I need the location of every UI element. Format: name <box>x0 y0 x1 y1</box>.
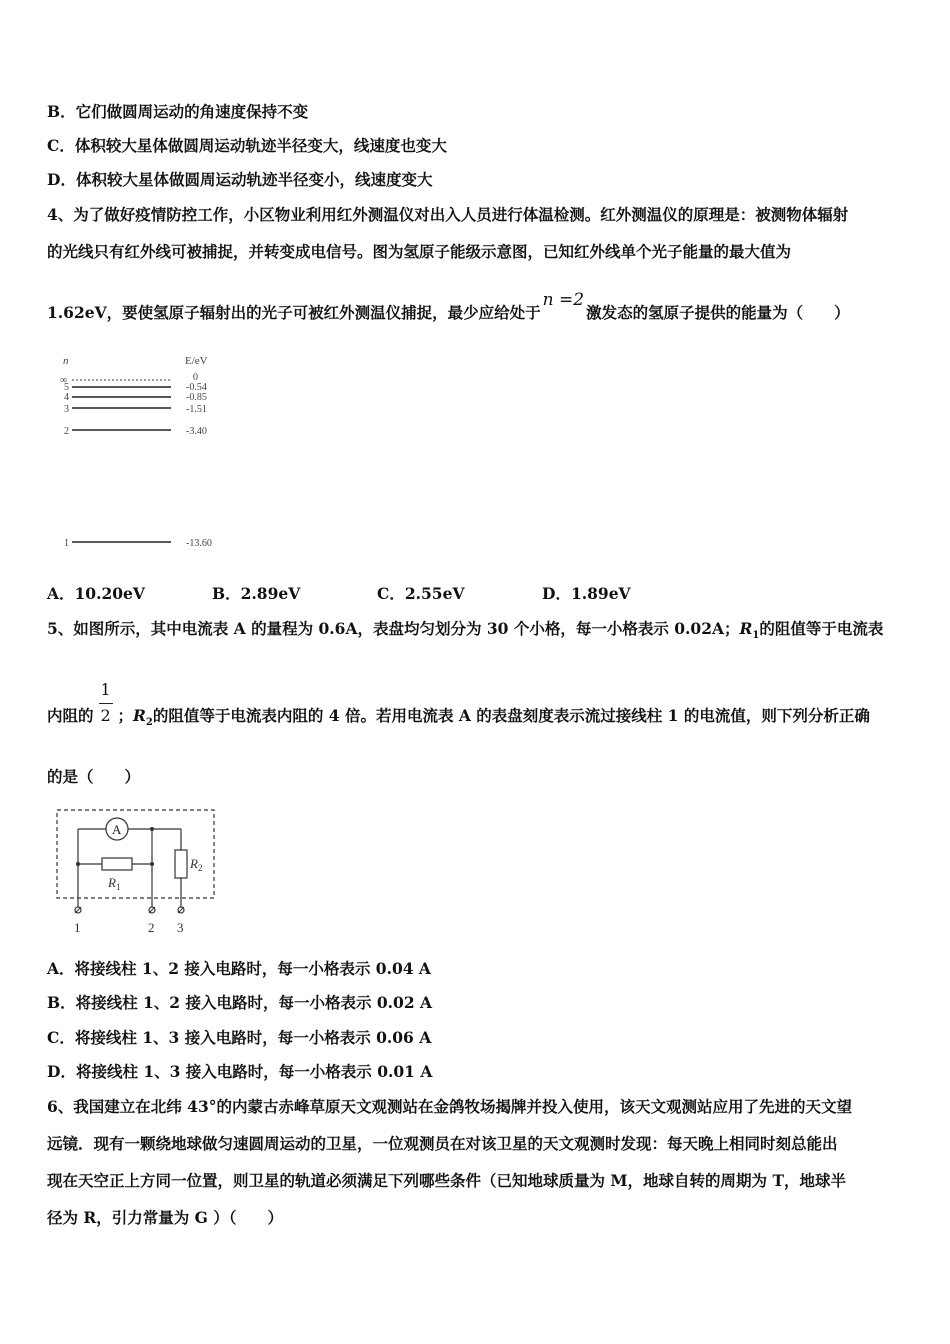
q3-option-d: D．体积较大星体做圆周运动轨迹半径变小，线速度变大 <box>47 170 433 189</box>
q5-stem-line2-start: 内阻的 <box>47 706 94 725</box>
terminal-3-label: 3 <box>177 920 184 935</box>
level-3-e: -1.51 <box>186 404 207 415</box>
q4-stem-line1: 4、为了做好疫情防控工作，小区物业利用红外测温仪对出入人员进行体温检测。红外测温仪的原理是：被测物体辐射 <box>47 205 849 224</box>
level-2-n: 2 <box>64 426 69 437</box>
q5-option-c: C．将接线柱 1、3 接入电路时，每一小格表示 0.06 A <box>47 1028 432 1047</box>
level-3-n: 3 <box>64 404 69 415</box>
q4-stem-line3 <box>47 290 850 323</box>
q5-option-b: B．将接线柱 1、2 接入电路时，每一小格表示 0.02 A <box>47 993 433 1012</box>
q4-stem-line3-text: 1.62eV，要使氢原子辐射出的光子可被红外测温仪捕捉，最少应给处于 <box>47 303 541 322</box>
q5-stem-line3: 的是（ ） <box>47 767 141 786</box>
q6-stem-line2: 远镜．现有一颗绕地球做匀速圆周运动的卫星，一位观测员在对该卫星的天文观测时发现：每天晚上相同时刻总能出 <box>47 1134 838 1153</box>
level-5-n: 5 <box>64 382 69 393</box>
q4-n-equals-2: n =2 <box>542 290 585 310</box>
terminal-1-label: 1 <box>74 920 81 935</box>
level-1-e: -13.60 <box>186 538 212 549</box>
level-1-n: 1 <box>64 538 69 549</box>
q5-stem-line2-end: 的阻值等于电流表内阻的 4 倍。若用电流表 A 的表盘刻度表示流过接线柱 1 的电流值，则下列分析正确 <box>152 706 870 725</box>
r1-subscript: 1 <box>752 630 760 642</box>
terminal-2-label: 2 <box>148 920 155 935</box>
r1-label: $R_1$ <box>108 875 121 892</box>
q5-stem-line1-text: 5、如图所示，其中电流表 A 的量程为 0.6A，表盘均匀划分为 30 个小格，每一小格表示 0.02A； <box>47 619 740 638</box>
r2-subscript: 2 <box>145 717 153 729</box>
q3-option-c: C．体积较大星体做圆周运动轨迹半径变大，线速度也变大 <box>47 136 447 155</box>
level-2-e: -3.40 <box>186 426 207 437</box>
q5-stem-line1-end: 的阻值等于电流表 <box>759 619 884 638</box>
level-5-e: -0.54 <box>186 382 207 393</box>
q4-option-a: A．10.20eV <box>47 584 145 603</box>
r2-symbol: R <box>133 706 146 725</box>
level-inf-e: 0 <box>193 372 198 383</box>
ammeter-label: A <box>112 822 122 837</box>
q3-option-b: B．它们做圆周运动的角速度保持不变 <box>47 102 309 121</box>
q5-stem-line2-sep: ； <box>117 706 134 725</box>
r1-symbol: R <box>739 619 753 638</box>
junction-dot <box>150 862 154 866</box>
level-4-n: 4 <box>64 392 69 403</box>
q5-stem-line2 <box>47 680 870 733</box>
level-inf-n: ∞ <box>60 375 68 386</box>
q6-stem-line4: 径为 R，引力常量为 G ）（ ） <box>47 1208 284 1227</box>
axis-n-label: n <box>63 355 69 367</box>
circuit-diagram <box>50 802 225 942</box>
q4-option-b: B．2.89eV <box>212 584 301 603</box>
q5-stem-line1 <box>47 619 883 646</box>
circuit-dashed-box <box>57 810 214 898</box>
q4-options <box>47 584 631 604</box>
junction-dot <box>76 862 80 866</box>
axis-energy-label: E/eV <box>185 355 208 367</box>
q4-option-c: C．2.55eV <box>377 584 465 603</box>
junction-dot <box>150 827 154 831</box>
fraction-one-half <box>99 680 113 726</box>
q6-stem-line3: 现在天空正上方同一位置，则卫星的轨道必须满足下列哪些条件（已知地球质量为 M，地球自转的周期为 T，地球半 <box>47 1171 846 1190</box>
energy-level-diagram <box>55 350 245 555</box>
q4-option-d: D．1.89eV <box>542 584 631 603</box>
q5-option-d: D．将接线柱 1、3 接入电路时，每一小格表示 0.01 A <box>47 1062 433 1081</box>
q5-option-a: A．将接线柱 1、2 接入电路时，每一小格表示 0.04 A <box>47 959 431 978</box>
fraction-numerator: 1 <box>100 680 111 699</box>
q4-stem-line2: 的光线只有红外线可被捕捉，并转变成电信号。图为氢原子能级示意图，已知红外线单个光子能量的最大值为 <box>47 242 792 261</box>
resistor-r2 <box>175 850 187 878</box>
level-4-e: -0.85 <box>186 392 207 403</box>
q4-stem-line3-end: 激发态的氢原子提供的能量为（ ） <box>586 303 850 322</box>
resistor-r1 <box>102 858 132 870</box>
r2-label: $R_2$ <box>190 856 203 873</box>
fraction-denominator: 2 <box>100 706 111 725</box>
q6-stem-line1: 6、我国建立在北纬 43°的内蒙古赤峰草原天文观测站在金鸽牧场揭牌并投入使用，该天文观测站应用了先进的天文望 <box>47 1097 853 1116</box>
